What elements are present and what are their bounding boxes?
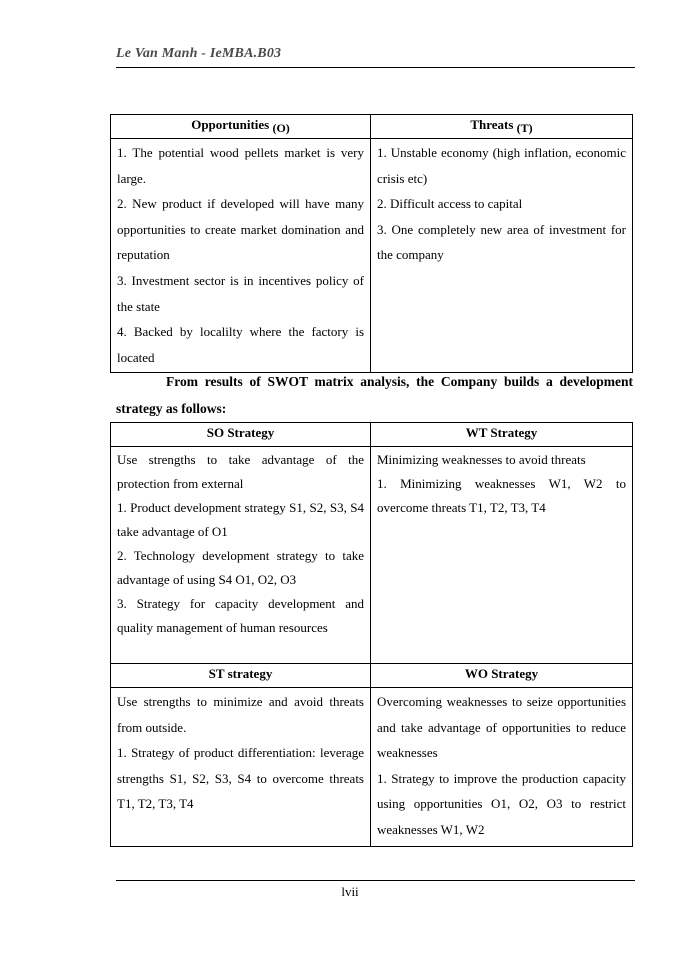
running-header: Le Van Manh - IeMBA.B03 xyxy=(116,46,282,61)
strategy-matrix-table xyxy=(110,422,633,847)
opportunities-title: Opportunities xyxy=(191,117,270,132)
so-strategy-item: 1. Product development strategy S1, S2, S3, S4 take advantage of O1 xyxy=(117,500,364,539)
page-number: lvii xyxy=(341,884,359,899)
threat-item: 2. Difficult access to capital xyxy=(377,196,523,212)
footer-divider xyxy=(116,880,635,881)
threats-code: (T) xyxy=(516,121,533,135)
wo-strategy-item: Overcoming weaknesses to seize opportunities and take advantage of opportunities to reduce weaknesses xyxy=(377,694,626,761)
so-strategy-item: 2. Technology development strategy to take advantage of using S4 O1, O2, O3 xyxy=(117,548,364,587)
strategy-intro-paragraph xyxy=(116,368,633,422)
threat-item: 1. Unstable economy (high inflation, economic crisis etc) xyxy=(377,145,626,186)
wt-strategy-cell xyxy=(371,447,633,664)
so-strategy-item: 3. Strategy for capacity development and quality management of human resources xyxy=(117,596,364,635)
wo-strategy-cell xyxy=(371,688,633,847)
so-strategy-item: Use strengths to take advantage of the protection from external xyxy=(117,452,364,491)
st-strategy-cell xyxy=(111,688,371,847)
header-divider xyxy=(116,67,635,68)
opportunity-item: 2. New product if developed will have many opportunities to create market domination and reputation xyxy=(117,196,364,263)
opportunity-item: 3. Investment sector is in incentives policy of the state xyxy=(117,272,364,314)
opportunity-item: 1. The potential wood pellets market is very large. xyxy=(117,145,364,186)
wt-strategy-header: WT Strategy xyxy=(371,423,633,447)
opportunities-cell xyxy=(111,139,371,373)
opportunities-code: (O) xyxy=(272,121,290,135)
wt-strategy-item: 1. Minimizing weaknesses W1, W2 to overcome threats T1, T2, T3, T4 xyxy=(377,476,626,515)
threats-header xyxy=(371,115,633,139)
threats-cell xyxy=(371,139,633,373)
wo-strategy-header: WO Strategy xyxy=(371,664,633,688)
strategy-intro-text: From results of SWOT matrix analysis, the Company builds a development strategy as follows: xyxy=(116,374,633,416)
opportunities-header xyxy=(111,115,371,139)
so-strategy-cell xyxy=(111,447,371,664)
st-strategy-item: Use strengths to minimize and avoid threats from outside. xyxy=(117,694,364,735)
threats-title: Threats xyxy=(470,117,514,132)
st-strategy-header: ST strategy xyxy=(111,664,371,688)
opportunities-threats-table xyxy=(110,114,633,373)
threat-item: 3. One completely new area of investment for the company xyxy=(377,221,626,263)
st-strategy-item: 1. Strategy of product differentiation: leverage strengths S1, S2, S3, S4 to overcome threats T1, T2, T3, T4 xyxy=(117,745,364,812)
wo-strategy-item: 1. Strategy to improve the production capacity using opportunities O1, O2, O3 to restrict weaknesses W1, W2 xyxy=(377,770,626,837)
wt-strategy-item: Minimizing weaknesses to avoid threats xyxy=(377,452,586,467)
so-strategy-header: SO Strategy xyxy=(111,423,371,447)
opportunity-item: 4. Backed by localilty where the factory is located xyxy=(117,324,364,365)
